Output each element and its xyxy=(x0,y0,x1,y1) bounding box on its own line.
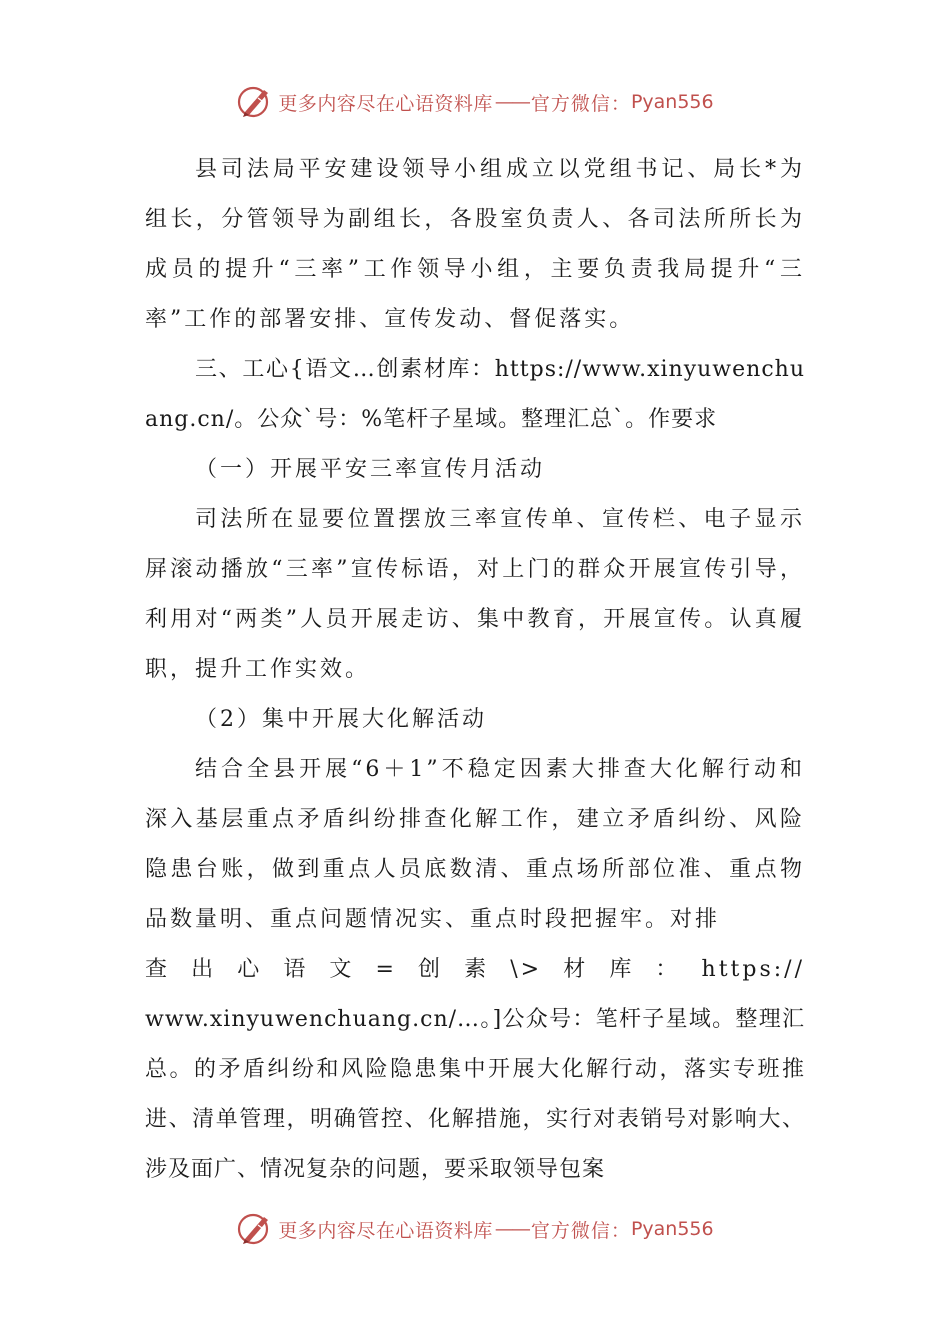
footer-watermark-banner xyxy=(0,1209,950,1249)
banner-dash: —— xyxy=(494,1218,529,1240)
banner-main-text: 更多内容尽在心语资料库 xyxy=(278,1219,493,1242)
pen-logo-icon xyxy=(236,1211,274,1247)
header-watermark-banner xyxy=(0,82,950,122)
paragraph-resolution-part1: 结合全县开展“6＋1”不稳定因素大排查大化解行动和深入基层重点矛盾纠纷排查化解工作，建立矛盾纠纷、风险隐患台账，做到重点人员底数清、重点场所部位准、重点物品数量明、重点问题情况实、重点时段把握牢。对排 xyxy=(145,757,805,932)
banner-wechat-id: Pyan556 xyxy=(630,91,714,113)
banner-wechat-id: Pyan556 xyxy=(630,1218,714,1240)
paragraph-publicity: 司法所在显要位置摆放三率宣传单、宣传栏、电子显示屏滚动播放“三率”宣传标语，对上门的群众开展宣传引导，利用对“两类”人员开展走访、集中教育，开展宣传。认真履职，提升工作实效。 xyxy=(145,507,805,682)
banner-wechat-label: 官方微信： xyxy=(530,92,631,115)
paragraph-work-requirements: 三、工心{语文…创素材库：https://www.xinyuwenchuang.cn/。公众`号：%笔杆子星域。整理汇总`。作要求 xyxy=(145,357,805,432)
pen-logo-icon xyxy=(236,84,274,120)
paragraph-resolution-part2: www.xinyuwenchuang.cn/…。]公众号：笔杆子星域。整理汇总。的矛盾纠纷和风险隐患集中开展大化解行动，落实专班推进、清单管理，明确管控、化解措施，实行对表销号对影响大、涉及面广、情况复杂的问题，要采取领导包案 xyxy=(145,1007,805,1182)
banner-dash: —— xyxy=(494,91,529,113)
banner-wechat-label: 官方微信： xyxy=(530,1219,631,1242)
paragraph-leadership-group: 县司法局平安建设领导小组成立以党组书记、局长*为组长，分管领导为副组长，各股室负责人、各司法所所长为成员的提升“三率”工作领导小组，主要负责我局提升“三率”工作的部署安排、宣传发动、督促落实。 xyxy=(145,157,805,332)
paragraph-resolution-watermark-line: 查出心语文=创素\>材库：https:// xyxy=(145,957,805,982)
document-body xyxy=(145,145,805,1195)
banner-main-text: 更多内容尽在心语资料库 xyxy=(278,92,493,115)
heading-publicity-month: （一）开展平安三率宣传月活动 xyxy=(195,457,546,482)
heading-resolution-campaign: （2）集中开展大化解活动 xyxy=(195,707,487,732)
